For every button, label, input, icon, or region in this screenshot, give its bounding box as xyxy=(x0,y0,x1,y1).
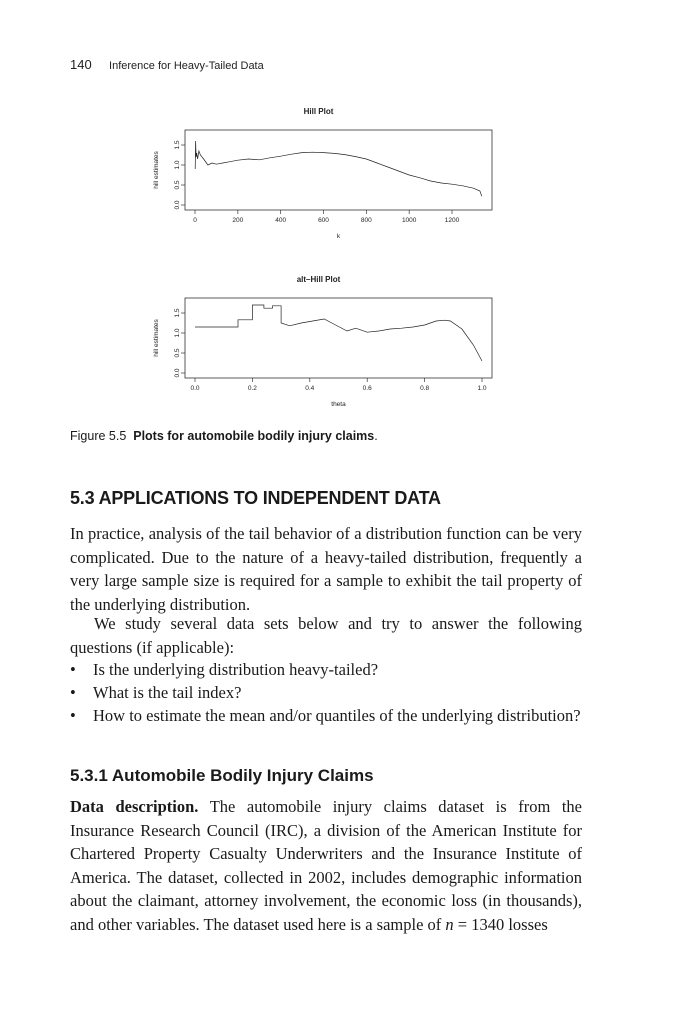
y-tick-label: 0.5 xyxy=(174,348,181,358)
figure-caption-end: . xyxy=(374,429,378,443)
y-tick-label: 0.0 xyxy=(174,200,181,210)
series-line xyxy=(195,141,482,196)
section-heading xyxy=(70,488,441,509)
plot-frame xyxy=(185,130,492,210)
section-number: 5.3 xyxy=(70,488,95,508)
math-rest: = 1340 losses xyxy=(453,914,548,934)
subsection-heading xyxy=(70,766,374,786)
data-description-text: The automobile injury claims dataset is from the Insurance Research Council (IRC), a division of the American Institute for Chartered Property Casualty Underwriters and the Insurance Institute of America. The dataset, collected in 2002, includes demographic information about the claimant, attorney involvement, the economic loss (in thousands), and other variables. The dataset used here is a sample of xyxy=(70,797,583,934)
x-tick-label: 1200 xyxy=(444,217,460,224)
x-tick-label: 800 xyxy=(360,217,372,224)
y-tick-label: 0.0 xyxy=(174,368,181,378)
running-header xyxy=(70,57,264,72)
y-tick-label: 1.0 xyxy=(174,160,181,170)
page-number: 140 xyxy=(70,57,92,72)
paragraph-study: We study several data sets below and try to answer the following questions (if applicable): xyxy=(70,614,582,657)
y-axis-label: hill estimates xyxy=(153,151,160,189)
x-axis-label: theta xyxy=(331,401,346,408)
plot-frame xyxy=(185,298,492,378)
x-tick-label: 200 xyxy=(232,217,244,224)
figure-caption-text: Plots for automobile bodily injury claims xyxy=(133,429,375,443)
list-item: • What is the tail index? xyxy=(70,681,582,705)
figure-caption xyxy=(70,429,378,443)
x-axis-label: k xyxy=(336,233,341,240)
series-line xyxy=(195,305,482,361)
running-title: Inference for Heavy-Tailed Data xyxy=(109,60,264,72)
x-tick-label: 1.0 xyxy=(477,385,487,392)
x-tick-label: 400 xyxy=(275,217,287,224)
bullet-icon: • xyxy=(70,683,76,702)
paragraph-data-description xyxy=(70,795,582,937)
paragraph-intro: In practice, analysis of the tail behavior of a distribution function can be very complicated. Due to the nature of a heavy-tailed distribution, frequently a very large sample size is required for a sample to exhibit the tail property of the underlying distribution. xyxy=(70,524,582,614)
subsection-title: Automobile Bodily Injury Claims xyxy=(111,766,374,785)
bullet-icon: • xyxy=(70,706,76,725)
x-tick-label: 600 xyxy=(318,217,329,224)
x-tick-label: 0.2 xyxy=(247,385,257,392)
x-tick-label: 0.0 xyxy=(190,385,200,392)
x-tick-label: 0 xyxy=(193,217,197,224)
data-description-lead: Data description. xyxy=(70,797,199,816)
section-title: APPLICATIONS TO INDEPENDENT DATA xyxy=(98,488,441,508)
list-item: • Is the underlying distribution heavy-tailed? xyxy=(70,658,582,682)
y-tick-label: 1.0 xyxy=(174,328,181,338)
y-tick-label: 1.5 xyxy=(174,308,181,318)
plot-title: Hill Plot xyxy=(303,107,334,116)
y-axis-label: hill estimates xyxy=(153,319,160,357)
alt-hill-plot xyxy=(140,268,500,413)
math-n: n xyxy=(445,914,454,934)
bullet-icon: • xyxy=(70,660,76,679)
x-tick-label: 0.6 xyxy=(362,385,372,392)
plot-title: alt–Hill Plot xyxy=(296,275,341,284)
y-tick-label: 1.5 xyxy=(174,140,181,150)
x-tick-label: 0.4 xyxy=(305,385,315,392)
x-tick-label: 1000 xyxy=(401,217,417,224)
x-tick-label: 0.8 xyxy=(420,385,430,392)
list-item: • How to estimate the mean and/or quantiles of the underlying distribution? xyxy=(70,704,582,728)
figure-number: Figure 5.5 xyxy=(70,429,127,443)
subsection-number: 5.3.1 xyxy=(70,766,108,785)
hill-plot xyxy=(140,100,500,245)
y-tick-label: 0.5 xyxy=(174,180,181,190)
